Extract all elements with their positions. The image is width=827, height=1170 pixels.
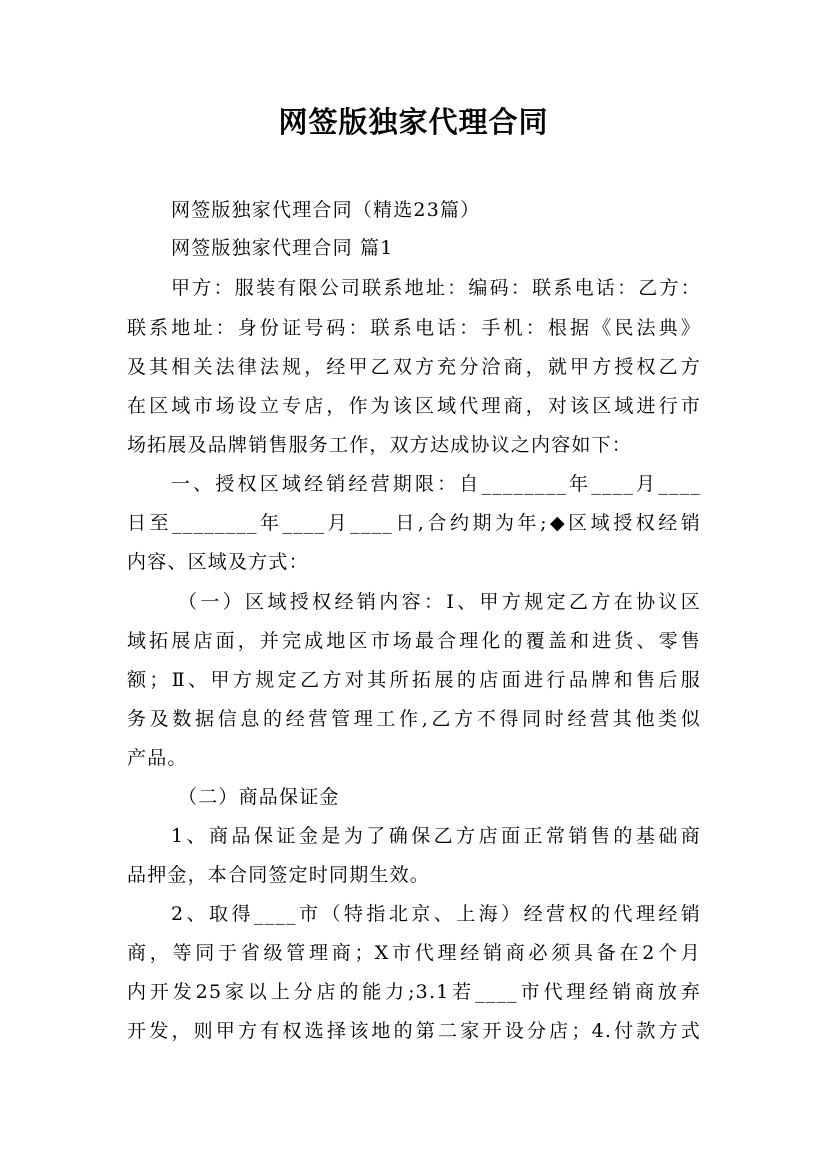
paragraph-line: 开发，则甲方有权选择该地的第二家开设分店；4.付款方式 [127, 1020, 701, 1042]
paragraph-line: 场拓展及品牌销售服务工作，双方达成协议之内容如下： [127, 434, 633, 456]
paragraph-line: 额；Ⅱ、甲方规定乙方对其所拓展的店面进行品牌和售后服 [127, 669, 701, 691]
section-heading: 网签版独家代理合同 篇1 [171, 237, 394, 259]
paragraph-line: 务及数据信息的经营管理工作,乙方不得同时经营其他类似 [127, 708, 701, 730]
paragraph-line: 甲方：服装有限公司联系地址：编码：联系电话：乙方： [171, 277, 701, 299]
paragraph-line: 及其相关法律法规，经甲乙双方充分洽商，就甲方授权乙方 [127, 356, 701, 378]
subtitle-line: 网签版独家代理合同（精选23篇） [171, 199, 481, 221]
paragraph-line: 2、取得____市（特指北京、上海）经营权的代理经销 [171, 903, 701, 925]
paragraph-line: 1、商品保证金是为了确保乙方店面正常销售的基础商 [171, 825, 701, 847]
section-heading: （二）商品保证金 [178, 786, 340, 808]
paragraph-line: 内开发25家以上分店的能力;3.1若____市代理经销商放弃 [127, 981, 701, 1003]
paragraph-line: 域拓展店面，并完成地区市场最合理化的覆盖和进货、零售 [127, 630, 701, 652]
paragraph-line: 商，等同于省级管理商；X市代理经销商必须具备在2个月 [127, 942, 701, 964]
paragraph-line: 联系地址：身份证号码：联系电话：手机：根据《民法典》 [127, 317, 701, 339]
paragraph-line: 品押金，本合同签定时同期生效。 [127, 864, 431, 886]
paragraph-line: 日至________年____月____日,合约期为年;◆区域授权经销 [127, 512, 701, 534]
paragraph-line: （一）区域授权经销内容：Ⅰ、甲方规定乙方在协议区 [178, 591, 701, 613]
paragraph-line: 一、授权区域经销经营期限：自________年____月____ [171, 473, 701, 495]
paragraph-line: 产品。 [127, 747, 188, 769]
paragraph-line: 内容、区域及方式： [127, 551, 309, 573]
document-title: 网签版独家代理合同 [278, 105, 549, 139]
paragraph-line: 在区域市场设立专店，作为该区域代理商，对该区域进行市 [127, 395, 701, 417]
